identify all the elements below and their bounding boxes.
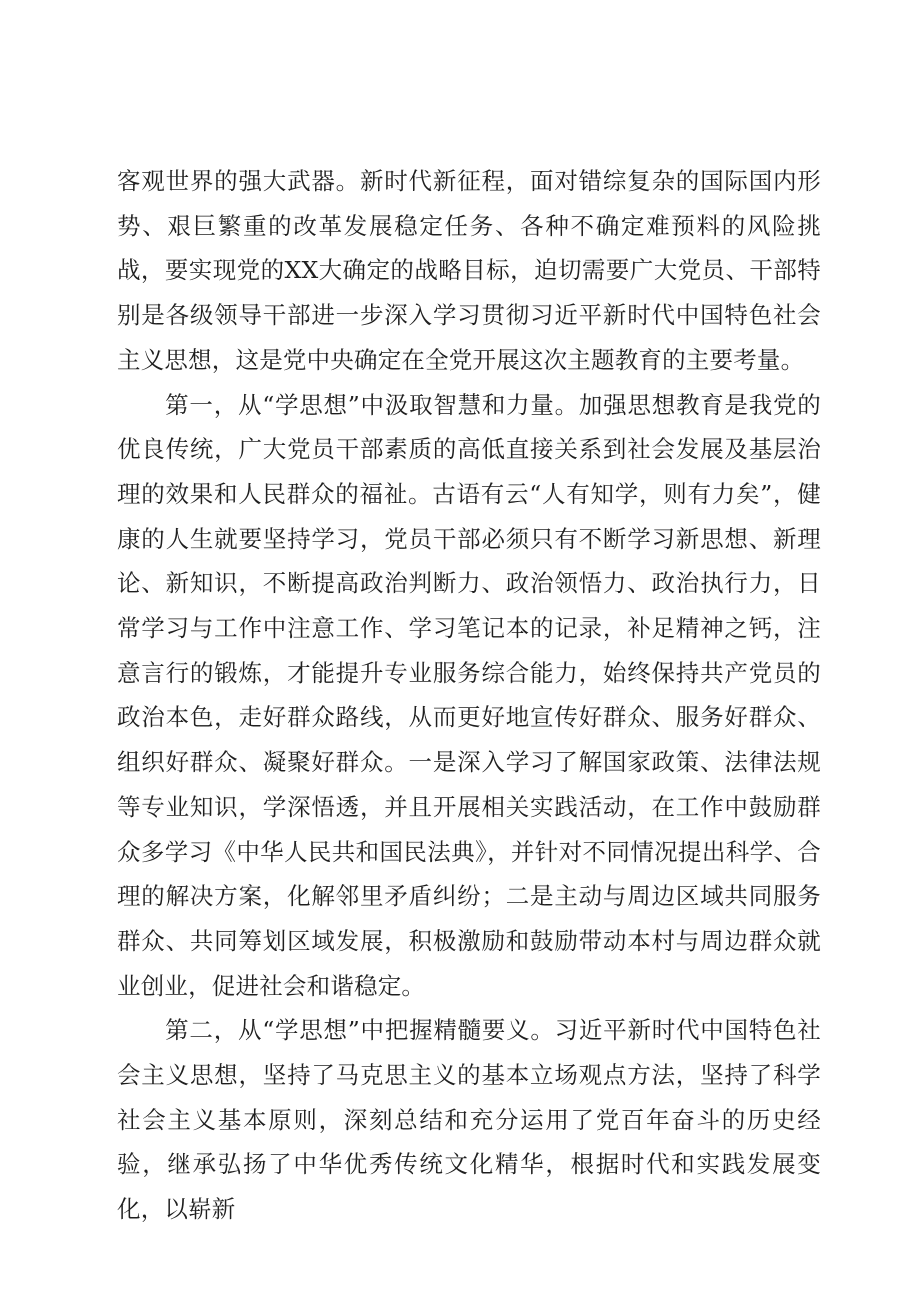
paragraph-continuation: 客观世界的强大武器。新时代新征程，面对错综复杂的国际国内形势、艰巨繁重的改革发展稳定任务、各种不确定难预料的风险挑战，要实现党的XX大确定的战略目标，迫切需要广大党员、干部特别是各级领导干部进一步深入学习贯彻习近平新时代中国特色社会主义思想，这是党中央确定在全党开展这次主题教育的主要考量。: [117, 167, 821, 374]
document-body: [117, 159, 821, 1232]
paragraph-second-point: 第二，从“学思想”中把握精髓要义。习近平新时代中国特色社会主义思想，坚持了马克思主义的基本立场观点方法，坚持了科学社会主义基本原则，深刻总结和充分运用了党百年奋斗的历史经验，继承弘扬了中华优秀传统文化精华，根据时代和实践发展变化，以崭新: [117, 1016, 821, 1224]
paragraph-first-point: 第一，从“学思想”中汲取智慧和力量。加强思想教育是我党的优良传统，广大党员干部素质的高低直接关系到社会发展及基层治理的效果和人民群众的福祉。古语有云“人有知学，则有力矣”，健康的人生就要坚持学习，党员干部必须只有不断学习新思想、新理论、新知识，不断提高政治判断力、政治领悟力、政治执行力，日常学习与工作中注意工作、学习笔记本的记录，补足精神之钙，注意言行的锻炼，才能提升专业服务综合能力，始终保持共产党员的政治本色，走好群众路线，从而更好地宣传好群众、服务好群众、组织好群众、凝聚好群众。一是深入学习了解国家政策、法律法规等专业知识，学深悟透，并且开展相关实践活动，在工作中鼓励群众多学习《中华人民共和国民法典》，并针对不同情况提出科学、合理的解决方案，化解邻里矛盾纠纷；二是主动与周边区域共同服务群众、共同筹划区域发展，积极激励和鼓励带动本村与周边群众就业创业，促进社会和谐稳定。: [117, 390, 821, 1000]
